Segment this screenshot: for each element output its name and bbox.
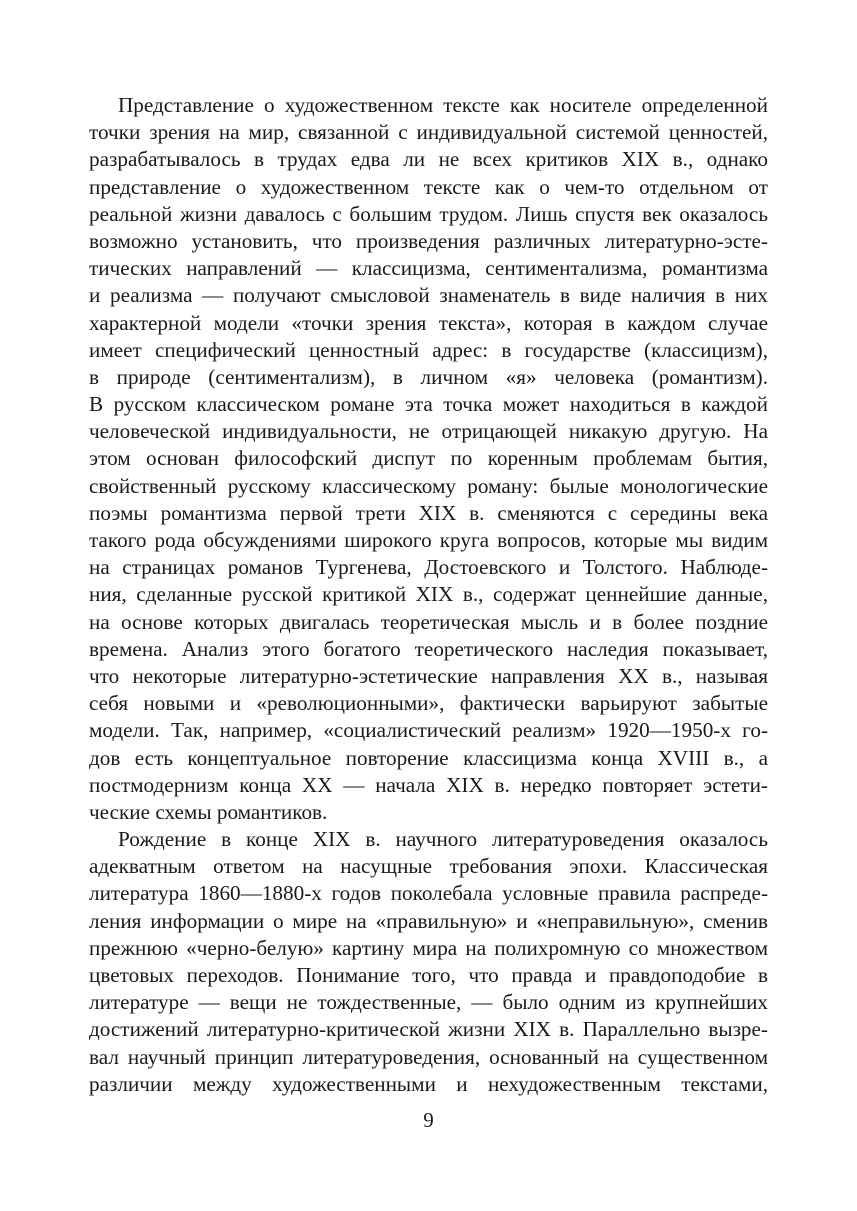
text-line: модели. Так, например, «социалистический реализм» 1920—1950-х го-: [89, 718, 768, 743]
text-line: точки зрения на мир, связанной с индивидуальной системой ценностей,: [89, 120, 768, 145]
paragraph-2: [89, 826, 768, 1098]
text-line: имеет специфический ценностный адрес: в государстве (классицизм),: [89, 337, 768, 362]
text-line: человеческой индивидуальности, не отрицающей никакую другую. На: [89, 419, 768, 444]
text-line: ния, сделанные русской критикой XIX в., содержат ценнейшие данные,: [89, 582, 768, 607]
body-text: [89, 92, 768, 1098]
text-line: цветовых переходов. Понимание того, что правда и правдоподобие в: [89, 963, 768, 987]
text-line: характерной модели «точки зрения текста», которая в каждом случае: [89, 310, 768, 335]
text-line: на страницах романов Тургенева, Достоевского и Толстого. Наблюде-: [89, 555, 768, 580]
text-line: на основе которых двигалась теоретическая мысль и в более поздние: [89, 609, 768, 634]
text-line: В русском классическом романе эта точка может находиться в каждой: [89, 392, 768, 417]
paragraph-1: [89, 92, 768, 826]
text-line: Рождение в конце XIX в. научного литературоведения оказалось: [118, 827, 768, 852]
text-line: адекватным ответом на насущные требования эпохи. Классическая: [89, 854, 768, 879]
text-line: такого рода обсуждениями широкого круга вопросов, которые мы видим: [89, 528, 768, 552]
text-line: достижений литературно-критической жизни XIX в. Параллельно вызре-: [89, 1017, 768, 1042]
text-line: в природе (сентиментализм), в личном «я» человека (романтизм).: [89, 364, 768, 389]
text-line: этом основан философский диспут по коренным проблемам бытия,: [89, 446, 768, 471]
text-line: вал научный принцип литературоведения, основанный на существенном: [89, 1044, 768, 1069]
text-line: Представление о художественном тексте как носителе определенной: [118, 93, 768, 117]
text-line: литература 1860—1880-х годов поколебала условные правила распреде-: [89, 881, 768, 906]
text-line: тических направлений — классицизма, сентиментализма, романтизма: [89, 256, 768, 281]
text-line: ления информации о мире на «правильную» и «неправильную», сменив: [89, 908, 768, 933]
text-line: дов есть концептуальное повторение классицизма конца XVIII в., а: [89, 745, 768, 770]
text-line: прежнюю «черно-белую» картину мира на полихромную со множеством: [89, 935, 768, 960]
text-line: ческие схемы романтиков.: [89, 799, 328, 824]
text-line: что некоторые литературно-эстетические направления XX в., называя: [89, 663, 768, 688]
text-line: разрабатывалось в трудах едва ли не всех критиков XIX в., однако: [89, 147, 768, 172]
text-line: и реализма — получают смысловой знаменатель в виде наличия в них: [89, 283, 768, 308]
text-line: представление о художественном тексте как о чем-то отдельном от: [89, 174, 768, 199]
text-line: различии между художественными и нехудожественным текстами,: [89, 1071, 768, 1096]
text-line: себя новыми и «революционными», фактически варьируют забытые: [89, 691, 768, 716]
text-line: литературе — вещи не тождественные, — было одним из крупнейших: [89, 990, 768, 1015]
text-line: времена. Анализ этого богатого теоретического наследия показывает,: [89, 636, 768, 661]
text-line: постмодернизм конца XX — начала XIX в. нередко повторяет эстети-: [89, 772, 768, 797]
text-line: поэмы романтизма первой трети XIX в. сменяются с середины века: [89, 500, 768, 525]
text-line: свойственный русскому классическому роману: былые монологические: [89, 473, 768, 498]
text-line: реальной жизни давалось с большим трудом. Лишь спустя век оказалось: [89, 201, 768, 226]
page-number: 9: [423, 1108, 434, 1132]
text-line: возможно установить, что произведения различных литературно-эсте-: [89, 228, 768, 253]
